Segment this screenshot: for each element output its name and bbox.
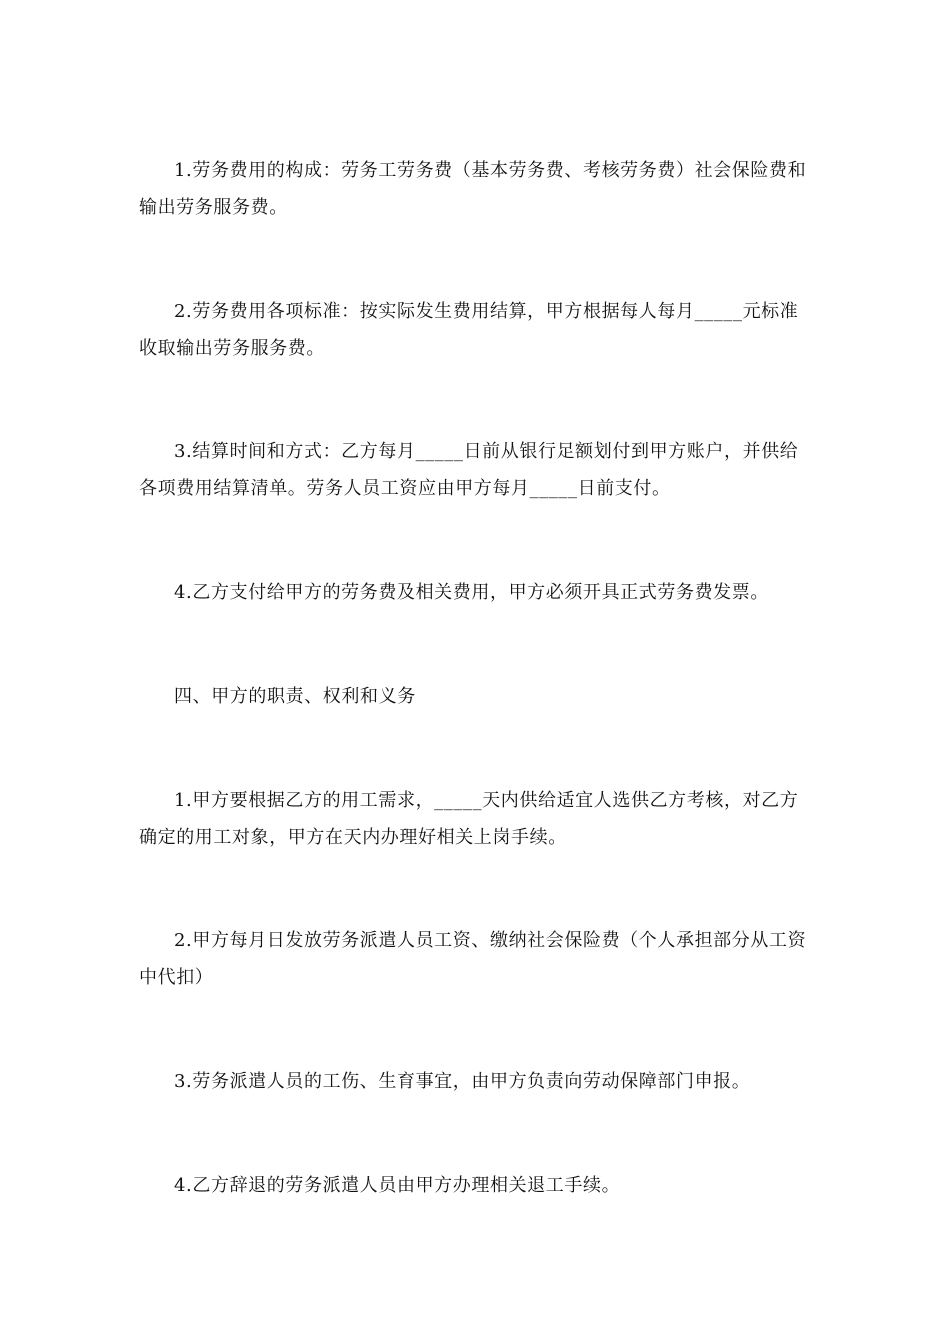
- clause-candidate-supply: 1.甲方要根据乙方的用工需求，_____天内供给适宜人选供乙方考核，对乙方确定的用工对象，甲方在天内办理好相关上岗手续。: [139, 790, 799, 848]
- clause-dismissal: 4.乙方辞退的劳务派遣人员由甲方办理相关退工手续。: [174, 1175, 621, 1196]
- section-heading-party-a-duties: 四、甲方的职责、权利和义务: [174, 686, 416, 707]
- clause-settlement: 3.结算时间和方式：乙方每月_____日前从银行足额划付到甲方账户，并供给各项费用结算清单。劳务人员工资应由甲方每月_____日前支付。: [139, 441, 799, 499]
- clause-fee-composition: 1.劳务费用的构成：劳务工劳务费（基本劳务费、考核劳务费）社会保险费和输出劳务服务费。: [139, 160, 807, 218]
- clause-fee-standard: 2.劳务费用各项标准：按实际发生费用结算，甲方根据每人每月_____元标准收取输出劳务服务费。: [139, 301, 799, 359]
- clause-wage-payment: 2.甲方每月日发放劳务派遣人员工资、缴纳社会保险费（个人承担部分从工资中代扣）: [139, 930, 807, 988]
- clause-invoice: 4.乙方支付给甲方的劳务费及相关费用，甲方必须开具正式劳务费发票。: [174, 582, 769, 603]
- clause-injury-report: 3.劳务派遣人员的工伤、生育事宜，由甲方负责向劳动保障部门申报。: [174, 1071, 751, 1092]
